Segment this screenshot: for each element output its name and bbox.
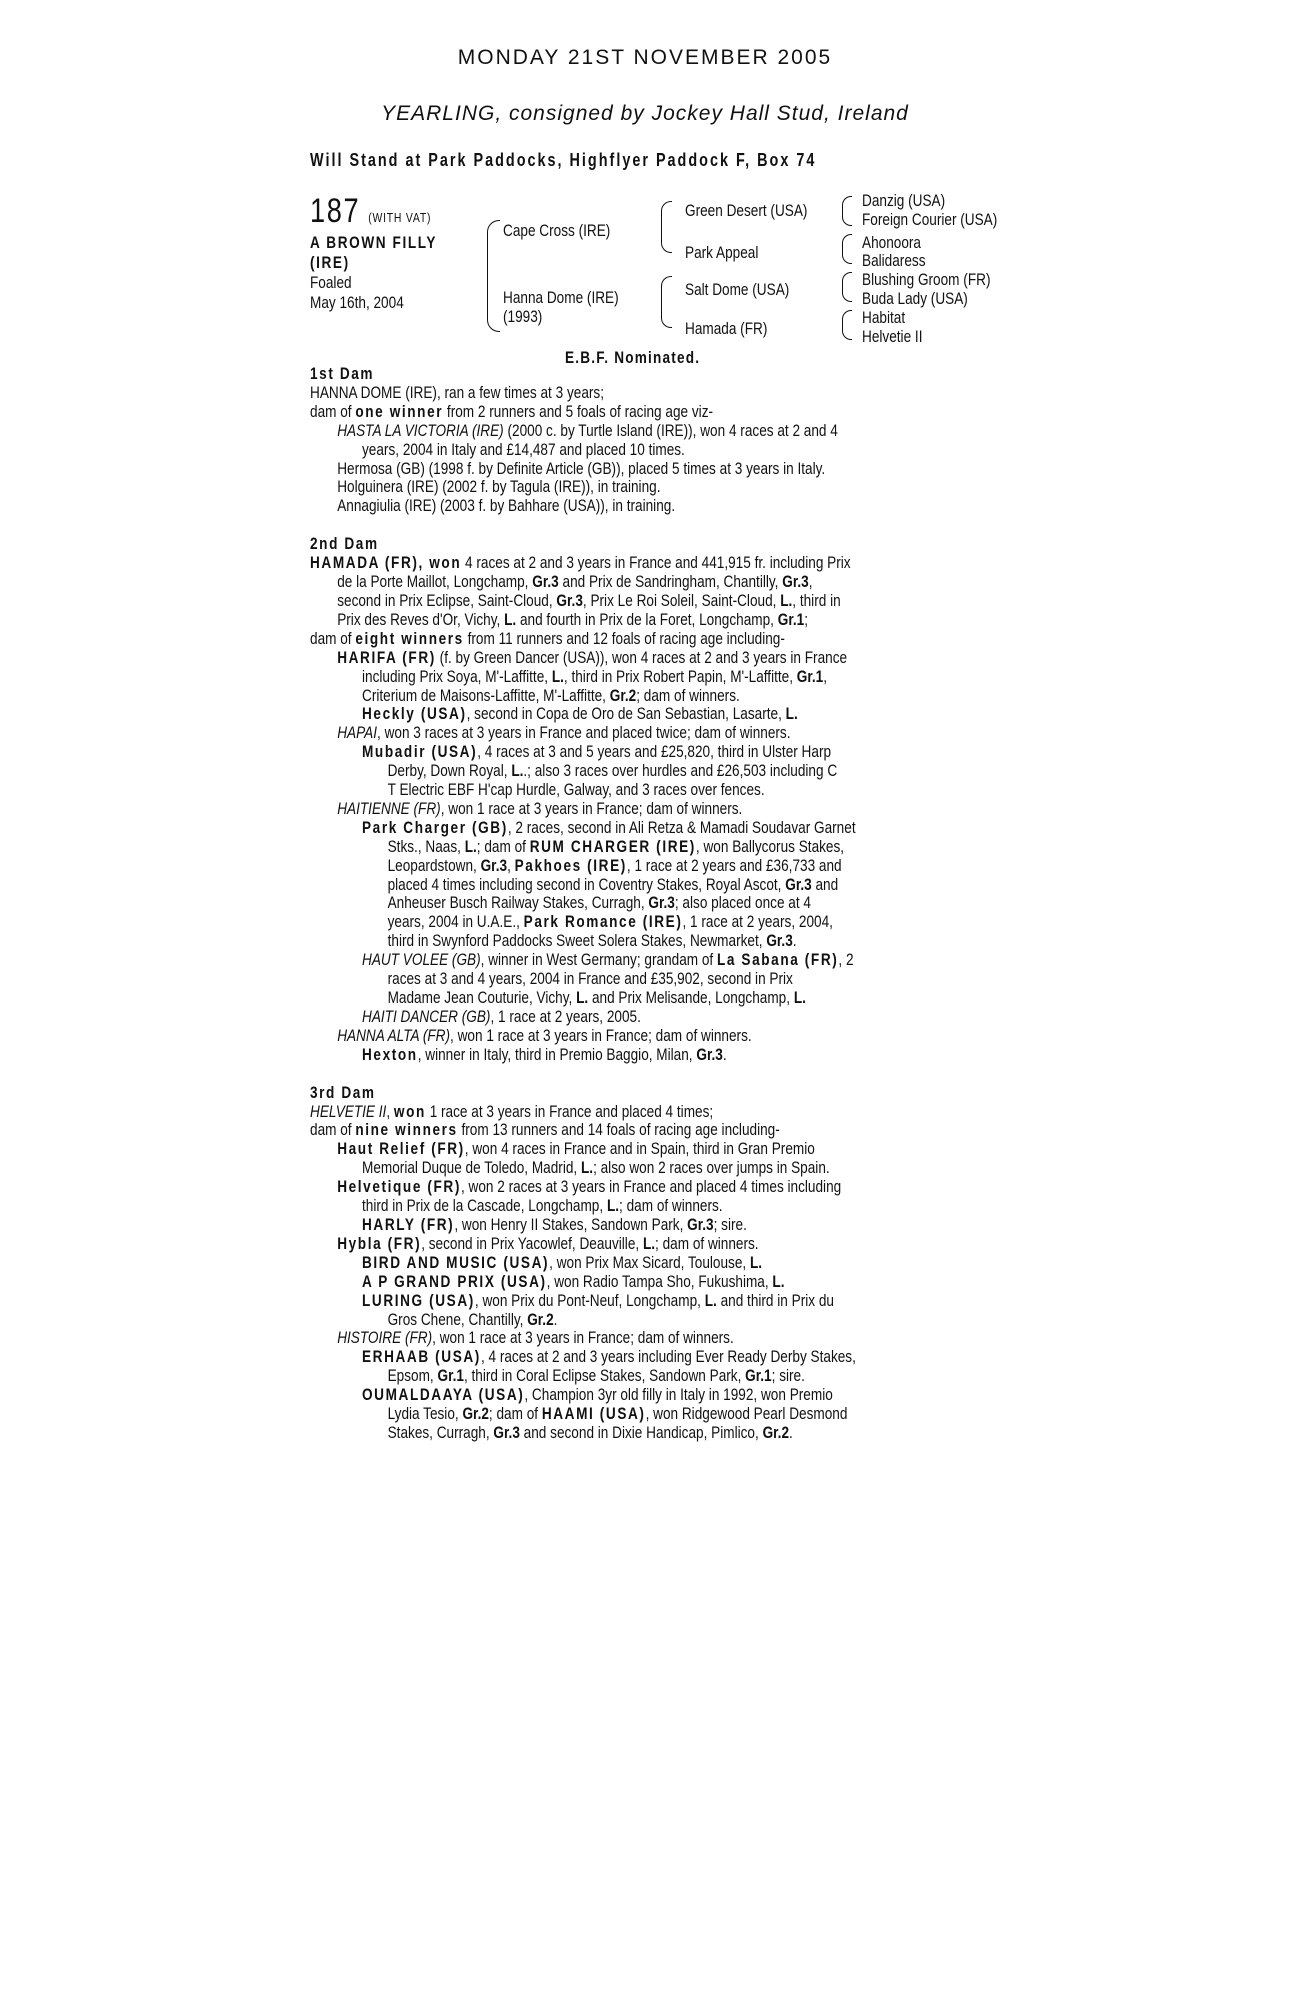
second-dam-line: placed 4 times including second in Coventry Stakes, Royal Ascot, Gr.3 and [387,874,839,894]
vat-note: (WITH VAT) [368,210,432,225]
second-dam-line: Stks., Naas, L.; dam of RUM CHARGER (IRE), won Ballycorus Stakes, [387,836,845,856]
first-dam-line: Holguinera (IRE) (2002 f. by Tagula (IRE)), in training. [337,477,661,497]
second-dam-line: Leopardstown, Gr.3, Pakhoes (IRE), 1 race at 2 years and £36,733 and [387,855,842,875]
third-dam-line: Epsom, Gr.1, third in Coral Eclipse Stakes, Sandown Park, Gr.1; sire. [387,1366,805,1386]
dam-name: Hanna Dome (IRE) [503,288,619,307]
sale-date: MONDAY 21ST NOVEMBER 2005 [457,46,833,69]
second-dam-line: HAUT VOLEE (GB), winner in West Germany; grandam of La Sabana (FR), 2 [362,950,854,970]
stand-location: Will Stand at Park Paddocks, Highflyer Paddock F, Box 74 [310,150,817,170]
ped-ddd: Helvetie II [862,327,923,346]
second-dam-line: Prix des Reves d'Or, Vichy, L. and fourth in Prix de la Foret, Longchamp, Gr.1; [337,609,808,629]
horse-sex-color: A BROWN FILLY [310,233,438,252]
third-dam-line: Memorial Duque de Toledo, Madrid, L.; also won 2 races over jumps in Spain. [362,1158,830,1178]
ds-bracket [842,272,852,302]
second-dam-line: Hexton, winner in Italy, third in Premio Baggio, Milan, Gr.3. [362,1044,727,1064]
dam-bracket [661,276,672,328]
third-dam-line: LURING (USA), won Prix du Pont-Neuf, Longchamp, L. and third in Prix du [362,1290,834,1310]
second-dam-line: Park Charger (GB), 2 races, second in Ali Retza & Mamadi Soudavar Garnet [362,817,856,837]
second-dam-line: third in Swynford Paddocks Sweet Solera Stakes, Newmarket, Gr.3. [387,931,797,951]
third-dam-line: third in Prix de la Cascade, Longchamp, L.; dam of winners. [362,1196,723,1216]
first-dam-line: HASTA LA VICTORIA (IRE) (2000 c. by Turtle Island (IRE)), won 4 races at 2 and 4 [337,420,838,440]
second-dam-line: Madame Jean Couturie, Vichy, L. and Prix Melisande, Longchamp, L. [387,988,806,1007]
third-dam-line: Lydia Tesio, Gr.2; dam of HAAMI (USA), won Ridgewood Pearl Desmond [387,1404,848,1424]
third-dam-line: HISTOIRE (FR), won 1 race at 3 years in France; dam of winners. [337,1328,734,1348]
ped-dds: Habitat [862,308,906,327]
dam-dam: Hamada (FR) [685,319,768,338]
ped-sds: Ahonoora [862,233,921,252]
sire-name: Cape Cross (IRE) [503,221,611,240]
first-dam-heading: 1st Dam [310,364,375,383]
ped-sdd: Balidaress [862,251,926,270]
third-dam-line: Haut Relief (FR), won 4 races in France and in Spain, third in Gran Premio [337,1139,815,1159]
third-dam-line: BIRD AND MUSIC (USA), won Prix Max Sicard, Toulouse, L. [362,1252,763,1272]
third-dam-line: Gros Chene, Chantilly, Gr.2. [387,1309,558,1329]
second-dam-line: dam of eight winners from 11 runners and 12 foals of racing age including- [310,628,785,648]
sire-sire: Green Desert (USA) [685,201,808,220]
second-dam-line: HANNA ALTA (FR), won 1 race at 3 years in France; dam of winners. [337,1025,752,1045]
ped-dss: Blushing Groom (FR) [862,270,991,289]
second-dam-line: Derby, Down Royal, L..; also 3 races over hurdles and £26,503 including C [387,761,838,781]
ebf-nomination: E.B.F. Nominated. [565,348,701,367]
third-dam-line: HARLY (FR), won Henry II Stakes, Sandown Park, Gr.3; sire. [362,1214,747,1234]
second-dam-line: years, 2004 in U.A.E., Park Romance (IRE), 1 race at 2 years, 2004, [387,912,833,932]
third-dam-line: Helvetique (FR), won 2 races at 3 years in France and placed 4 times including [337,1177,842,1197]
pedigree-notes [310,365,856,1443]
lot-number: 187 [310,192,361,230]
third-dam-line: Stakes, Curragh, Gr.3 and second in Dixie Handicap, Pimlico, Gr.2. [387,1422,793,1442]
second-dam-line: Anheuser Busch Railway Stakes, Curragh, Gr.3; also placed once at 4 [387,893,811,913]
sire-dam: Park Appeal [685,243,759,262]
first-dam-line: years, 2004 in Italy and £14,487 and placed 10 times. [362,439,685,459]
first-dam-line: HANNA DOME (IRE), ran a few times at 3 years; [310,382,604,402]
third-dam-line: ERHAAB (USA), 4 races at 2 and 3 years including Ever Ready Derby Stakes, [362,1347,856,1367]
second-dam-line: Heckly (USA), second in Copa de Oro de San Sebastian, Lasarte, L. [362,704,798,724]
second-dam-line: T Electric EBF H'cap Hurdle, Galway, and 3 races over fences. [387,780,765,800]
second-dam-line: Mubadir (USA), 4 races at 3 and 5 years and £25,820, third in Ulster Harp [362,742,832,762]
ss-bracket [842,196,852,226]
sire-dam-bracket [487,220,500,332]
horse-description [310,233,437,313]
second-dam-heading: 2nd Dam [310,534,379,554]
ped-ssd: Foreign Courier (USA) [862,210,998,229]
second-dam-line: races at 3 and 4 years, 2004 in France and £35,902, second in Prix [387,969,793,989]
consignor-line: YEARLING, consigned by Jockey Hall Stud, Ireland [381,102,909,125]
lot-header [310,192,431,231]
second-dam-line: HAMADA (FR), won 4 races at 2 and 3 years in France and 441,915 fr. including Prix [310,553,851,573]
third-dam-line: OUMALDAAYA (USA), Champion 3yr old filly in Italy in 1992, won Premio [362,1385,833,1405]
second-dam-line: HAITIENNE (FR), won 1 race at 3 years in France; dam of winners. [337,798,743,818]
first-dam-line: dam of one winner from 2 runners and 5 foals of racing age viz- [310,401,714,421]
second-dam-line: including Prix Soya, M'-Laffitte, L., third in Prix Robert Papin, M'-Laffitte, Gr.1, [362,666,828,686]
foaled-date: May 16th, 2004 [310,293,404,312]
ped-sss: Danzig (USA) [862,191,946,210]
first-dam-line: Annagiulia (IRE) (2003 f. by Bahhare (USA)), in training. [337,496,676,516]
horse-country: (IRE) [310,253,350,272]
second-dam-line: Criterium de Maisons-Laffitte, M'-Laffitte, Gr.2; dam of winners. [362,685,740,705]
dd-bracket [842,310,852,340]
ped-dsd: Buda Lady (USA) [862,289,968,308]
dam-year: (1993) [503,307,543,326]
sd-bracket [842,234,852,264]
third-dam-heading: 3rd Dam [310,1082,376,1102]
second-dam-line: HARIFA (FR) (f. by Green Dancer (USA)), won 4 races at 2 and 3 years in France [337,647,848,667]
second-dam-line: second in Prix Eclipse, Saint-Cloud, Gr.3, Prix Le Roi Soleil, Saint-Cloud, L., third in [337,590,841,610]
third-dam-line: A P GRAND PRIX (USA), won Radio Tampa Sho, Fukushima, L. [362,1271,785,1291]
third-dam-line: HELVETIE II, won 1 race at 3 years in France and placed 4 times; [310,1101,714,1121]
third-dam-line: dam of nine winners from 13 runners and 14 foals of racing age including- [310,1120,780,1140]
first-dam-line: Hermosa (GB) (1998 f. by Definite Article (GB)), placed 5 times at 3 years in Italy. [337,458,826,478]
third-dam-line: Hybla (FR), second in Prix Yacowlef, Deauville, L.; dam of winners. [337,1233,759,1253]
second-dam-line: de la Porte Maillot, Longchamp, Gr.3 and Prix de Sandringham, Chantilly, Gr.3, [337,572,813,592]
foaled-label: Foaled [310,273,352,292]
second-dam-line: HAITI DANCER (GB), 1 race at 2 years, 2005. [362,1006,641,1026]
second-dam-line: HAPAI, won 3 races at 3 years in France and placed twice; dam of winners. [337,723,791,743]
dam-sire: Salt Dome (USA) [685,280,790,299]
sire-bracket [661,201,672,253]
